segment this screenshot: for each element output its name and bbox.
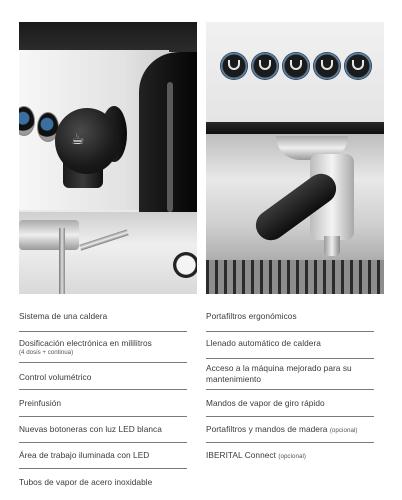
feature-list-left [19,305,187,495]
continuous-button-icon [282,52,310,80]
optional-label: (opcional) [278,453,307,460]
single-cup-button-icon [220,52,248,80]
feature-list-right [206,305,374,469]
feature-item [206,305,374,332]
feature-text: Preinfusión [19,398,62,408]
double-cup-button-icon [251,52,279,80]
group-head [19,220,79,250]
feature-text: Mandos de vapor de giro rápido [206,398,325,408]
pressure-gauge-icon [173,252,197,278]
steam-wand [59,228,65,294]
portafilter-spout [324,236,340,256]
feature-text: Sistema de una caldera [19,311,108,321]
feature-item [19,417,187,443]
feature-item [206,417,374,443]
feature-text: Portafiltros ergonómicos [206,311,297,321]
steam-knob [55,108,119,174]
feature-item [19,305,187,332]
optional-label: (opcional) [329,427,358,434]
feature-text-with-option [206,450,374,462]
feature-item [19,363,187,390]
feature-text: IBERITAL Connect [206,450,276,460]
feature-item [19,332,187,363]
feature-note: (4 dosis + continua) [19,349,74,356]
panel-divider-bar [206,122,384,134]
feature-item [206,443,374,469]
feature-text: Tubos de vapor de acero inoxidable [19,477,153,487]
feature-text: Dosificación electrónica en mililitros [19,338,152,348]
feature-item [206,359,374,390]
feature-item [206,332,374,359]
side-highlight [167,82,173,212]
machine-top-edge [19,22,197,52]
feature-text: Llenado automático de caldera [206,338,321,348]
feature-text: Área de trabajo iluminada con LED [19,450,150,460]
double-mug-button-icon [344,52,372,80]
steam-icon: ☕ [71,130,85,148]
feature-text-with-option [206,424,374,436]
feature-text: Control volumétrico [19,372,92,382]
feature-item [206,390,374,417]
mug-button-icon [313,52,341,80]
feature-text: Portafiltros y mandos de madera [206,424,328,434]
drip-tray-grate [206,260,384,294]
feature-item [19,469,187,495]
feature-item [19,390,187,417]
group-head-portafilter-photo [206,22,384,294]
feature-item [19,443,187,469]
steam-knob-photo [19,22,197,294]
feature-text: Nuevas botoneras con luz LED blanca [19,424,162,434]
feature-text: Acceso a la máquina mejorado para su mantenimiento [206,363,352,384]
